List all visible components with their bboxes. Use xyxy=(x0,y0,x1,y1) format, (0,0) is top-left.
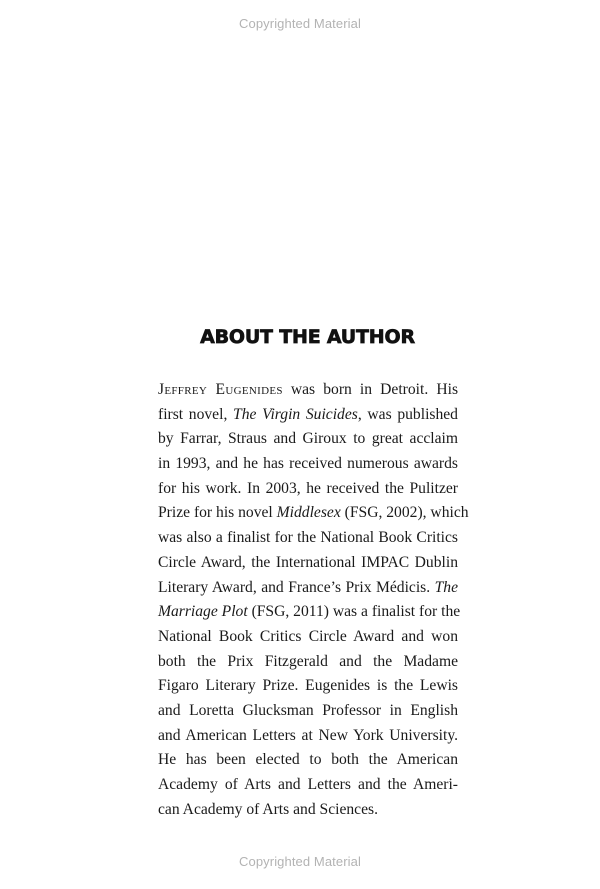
section-heading: ABOUT THE AUTHOR xyxy=(200,326,415,348)
bio-line: Circle Award, the International IMPAC Dublin xyxy=(158,553,458,571)
bio-text: (FSG, 2011) was a finalist for the xyxy=(247,603,461,621)
book-title-marriage-plot-start: The xyxy=(434,578,458,596)
author-name: Jeffrey Eugenides xyxy=(158,381,283,398)
bio-text: first novel, xyxy=(158,405,234,423)
book-title-marriage-plot-end: Marriage Plot xyxy=(158,603,248,621)
bio-line: and American Letters at New York University. xyxy=(158,726,458,744)
book-title-virgin-suicides: The Virgin Suicides xyxy=(233,405,358,423)
bio-text: , was published xyxy=(357,405,458,423)
bio-line xyxy=(158,403,458,428)
bio-line xyxy=(158,378,458,403)
bio-line: in 1993, and he has received numerous awards xyxy=(158,455,458,473)
bio-line: by Farrar, Straus and Giroux to great acclaim xyxy=(158,430,458,448)
bio-text: Prize for his novel xyxy=(158,504,277,522)
bio-line xyxy=(158,600,461,625)
bio-line xyxy=(158,501,469,526)
bio-line: National Book Critics Circle Award and won xyxy=(158,627,458,645)
copyright-watermark-top: Copyrighted Material xyxy=(239,16,361,31)
bio-line xyxy=(158,576,458,601)
bio-line: both the Prix Fitzgerald and the Madame xyxy=(158,652,458,670)
bio-line: can Academy of Arts and Sciences. xyxy=(158,800,378,818)
author-bio xyxy=(158,378,469,822)
bio-text: Literary Award, and France’s Prix Médicis. xyxy=(158,578,435,596)
bio-line: Figaro Literary Prize. Eugenides is the Lewis xyxy=(158,677,458,695)
bio-line: was also a finalist for the National Book Critics xyxy=(158,529,458,547)
bio-line: and Loretta Glucksman Professor in English xyxy=(158,701,458,719)
bio-text: was born in Detroit. His xyxy=(282,381,459,398)
copyright-watermark-bottom: Copyrighted Material xyxy=(239,854,361,869)
bio-text: (FSG, 2002), which xyxy=(340,504,469,522)
bio-line: Academy of Arts and Letters and the Ameri- xyxy=(158,776,458,793)
bio-line: for his work. In 2003, he received the Pulitzer xyxy=(158,479,458,497)
bio-line: He has been elected to both the American xyxy=(158,751,458,769)
book-title-middlesex: Middlesex xyxy=(276,504,341,522)
